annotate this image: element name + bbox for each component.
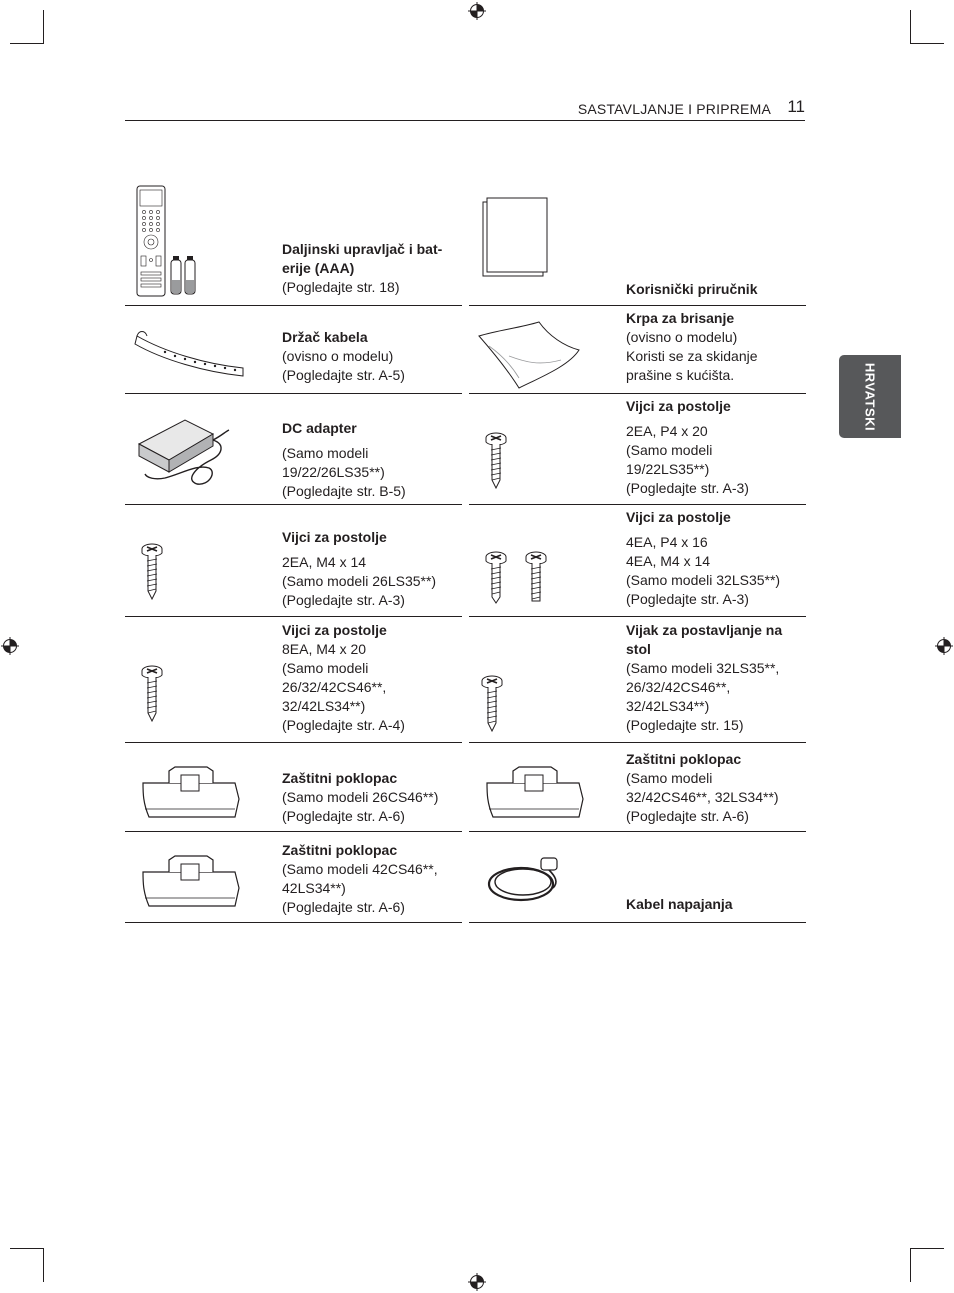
item-detail: 4EA, M4 x 14 (626, 553, 711, 569)
accessory-item (125, 743, 462, 832)
item-detail: 32/42LS34**) (282, 698, 366, 714)
item-title: Kabel napajanja (626, 896, 733, 912)
manual-icon (469, 180, 624, 305)
item-detail: (Samo modeli 42CS46**, (282, 861, 438, 877)
accessory-item (469, 306, 806, 394)
item-title: Krpa za brisanje (626, 310, 735, 326)
item-detail: (ovisno o modelu) (626, 329, 738, 345)
item-detail: (Pogledajte str. A-6) (282, 808, 405, 824)
item-detail: (Pogledajte str. 15) (626, 717, 744, 733)
protective-cover-icon (125, 743, 280, 831)
page-header (125, 96, 805, 121)
item-detail: (Pogledajte str. A-6) (626, 808, 749, 824)
item-detail: Koristi se za skidanje (626, 348, 758, 364)
registration-mark-icon (468, 1273, 486, 1291)
dc-adapter-icon (125, 394, 280, 504)
item-detail: 8EA, M4 x 20 (282, 641, 367, 657)
accessory-item (469, 743, 806, 832)
crop-mark (10, 43, 44, 44)
crop-mark (43, 1248, 44, 1282)
screw-icon (125, 627, 280, 752)
item-detail: 4EA, P4 x 16 (626, 534, 708, 550)
accessory-item (469, 505, 806, 617)
language-tab-label: HRVATSKI (862, 362, 878, 431)
item-detail: prašine s kućišta. (626, 367, 735, 383)
accessory-item (125, 505, 462, 617)
item-title: stol (626, 641, 651, 657)
item-detail: (Pogledajte str. A-3) (626, 480, 749, 496)
accessory-item (469, 617, 806, 743)
accessory-item (469, 394, 806, 505)
accessory-item (469, 180, 806, 306)
accessory-item (469, 832, 806, 923)
protective-cover-icon (469, 743, 624, 831)
item-detail: (Samo modeli (626, 770, 713, 786)
item-detail: (Samo modeli (282, 660, 369, 676)
registration-mark-icon (1, 637, 19, 655)
crop-mark (43, 10, 44, 44)
page-number: 11 (787, 97, 805, 116)
item-detail: 19/22/26LS35**) (282, 464, 385, 480)
accessory-item (125, 180, 462, 306)
remote-icon (125, 180, 280, 305)
item-detail: (Samo modeli (626, 442, 713, 458)
item-title: Vijci za postolje (626, 509, 731, 525)
crop-mark (10, 1248, 44, 1249)
item-title: DC adapter (282, 420, 357, 436)
cable-holder-icon (125, 306, 280, 393)
power-cord-icon (469, 832, 624, 922)
item-title: Vijak za postavljanje na (626, 622, 783, 638)
item-detail: (Pogledajte str. A-6) (282, 899, 405, 915)
item-title: Držač kabela (282, 329, 368, 345)
registration-mark-icon (935, 637, 953, 655)
item-title: Korisnički priručnik (626, 281, 758, 297)
item-detail: 19/22LS35**) (626, 461, 710, 477)
item-detail: 2EA, P4 x 20 (626, 423, 708, 439)
accessory-item (125, 306, 462, 394)
item-detail: (Pogledajte str. A-3) (282, 592, 405, 608)
crop-mark (910, 43, 944, 44)
item-detail: 26/32/42CS46**, (282, 679, 387, 695)
item-title: Vijci za postolje (282, 529, 387, 545)
screw-icon (125, 505, 280, 616)
language-tab (839, 355, 901, 438)
item-title: Zaštitni poklopac (626, 751, 742, 767)
cloth-icon (469, 306, 624, 393)
item-title: Zaštitni poklopac (282, 842, 398, 858)
crop-mark (910, 10, 911, 44)
item-title: Vijci za postolje (282, 622, 387, 638)
item-title: Vijci za postolje (626, 398, 731, 414)
item-detail: (Pogledajte str. 18) (282, 279, 400, 295)
crop-mark (910, 1248, 944, 1249)
protective-cover-icon (125, 832, 280, 922)
item-detail: (Pogledajte str. A-3) (626, 591, 749, 607)
screw-pair-icon (469, 505, 624, 616)
item-title: Zaštitni poklopac (282, 770, 398, 786)
item-detail: (Pogledajte str. A-4) (282, 717, 405, 733)
item-detail: (Samo modeli 32LS35**) (626, 572, 781, 588)
item-detail: 32/42CS46**, 32LS34**) (626, 789, 779, 805)
item-detail: (Pogledajte str. A-5) (282, 367, 405, 383)
item-detail: (Samo modeli (282, 445, 369, 461)
item-detail: (Samo modeli 32LS35**, (626, 660, 780, 676)
registration-mark-icon (468, 2, 486, 20)
item-title: erije (AAA) (282, 260, 355, 276)
accessory-item (125, 394, 462, 505)
item-detail: 32/42LS34**) (626, 698, 710, 714)
item-title: Daljinski upravljač i bat- (282, 241, 443, 257)
item-detail: (ovisno o modelu) (282, 348, 394, 364)
item-detail: 26/32/42CS46**, (626, 679, 731, 695)
item-detail: (Samo modeli 26CS46**) (282, 789, 439, 805)
item-detail: (Pogledajte str. B-5) (282, 483, 406, 499)
item-detail: 2EA, M4 x 14 (282, 554, 367, 570)
accessory-item (125, 617, 462, 743)
screw-icon (469, 394, 624, 504)
crop-mark (910, 1248, 911, 1282)
item-detail: 42LS34**) (282, 880, 346, 896)
item-detail: (Samo modeli 26LS35**) (282, 573, 437, 589)
section-title: SASTAVLJANJE I PRIPREMA (577, 101, 771, 117)
accessory-item (125, 832, 462, 923)
